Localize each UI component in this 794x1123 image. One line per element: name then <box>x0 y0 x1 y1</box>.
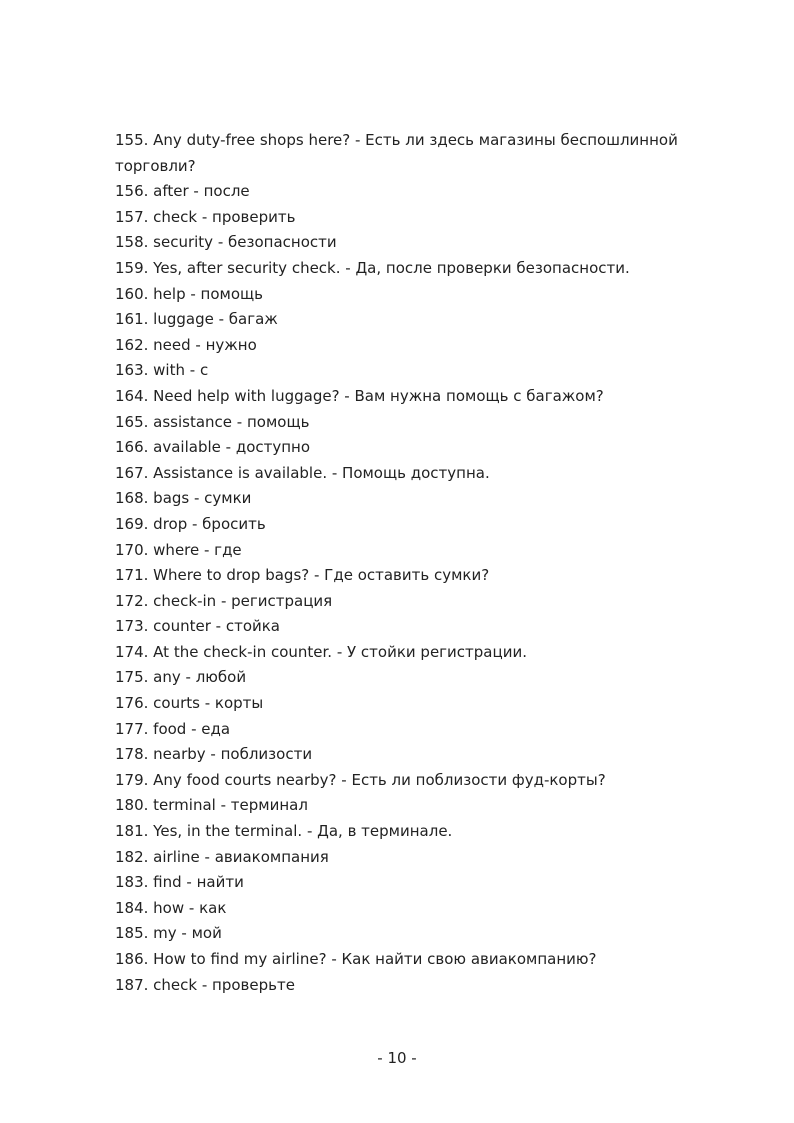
list-item: 160. help - помощь <box>115 284 263 303</box>
list-item: 158. security - безопасности <box>115 233 337 252</box>
list-item: 155. Any duty-free shops here? - Есть ли здесь магазины беспошлинной торговли? <box>115 131 678 175</box>
list-item: 159. Yes, after security check. - Да, после проверки безопасности. <box>115 258 630 277</box>
list-item: 176. courts - корты <box>115 694 264 713</box>
list-item: 162. need - нужно <box>115 335 257 354</box>
list-item: 164. Need help with luggage? - Вам нужна помощь с багажом? <box>115 386 604 405</box>
list-item: 181. Yes, in the terminal. - Да, в терминале. <box>115 822 453 841</box>
list-item: 178. nearby - поблизости <box>115 745 313 764</box>
list-item: 182. airline - авиакомпания <box>115 847 329 866</box>
list-item: 161. luggage - багаж <box>115 310 278 329</box>
vocabulary-list <box>115 128 715 998</box>
list-item: 179. Any food courts nearby? - Есть ли поблизости фуд-корты? <box>115 770 606 789</box>
list-item: 163. with - с <box>115 361 209 380</box>
list-item: 157. check - проверить <box>115 207 296 226</box>
list-item: 186. How to find my airline? - Как найти свою авиакомпанию? <box>115 950 597 968</box>
list-item: 173. counter - стойка <box>115 617 280 636</box>
list-item: 168. bags - сумки <box>115 489 252 508</box>
list-item: 183. find - найти <box>115 873 244 892</box>
list-item: 167. Assistance is available. - Помощь доступна. <box>115 463 490 482</box>
list-item: 175. any - любой <box>115 668 247 687</box>
list-item: 172. check-in - регистрация <box>115 591 333 610</box>
list-item: 187. check - проверьте <box>115 975 295 994</box>
list-item: 180. terminal - терминал <box>115 796 308 815</box>
list-item: 171. Where to drop bags? - Где оставить сумки? <box>115 566 490 585</box>
list-item: 156. after - после <box>115 182 250 201</box>
list-item: 170. where - где <box>115 540 242 559</box>
list-item: 177. food - еда <box>115 719 231 738</box>
list-item: 184. how - как <box>115 898 227 917</box>
list-item: 185. my - мой <box>115 924 222 943</box>
list-item: 169. drop - бросить <box>115 514 266 533</box>
page-number: - 10 - <box>377 1049 417 1067</box>
list-item: 174. At the check-in counter. - У стойки регистрации. <box>115 642 527 661</box>
list-item: 165. assistance - помощь <box>115 412 310 431</box>
list-item: 166. available - доступно <box>115 438 311 457</box>
